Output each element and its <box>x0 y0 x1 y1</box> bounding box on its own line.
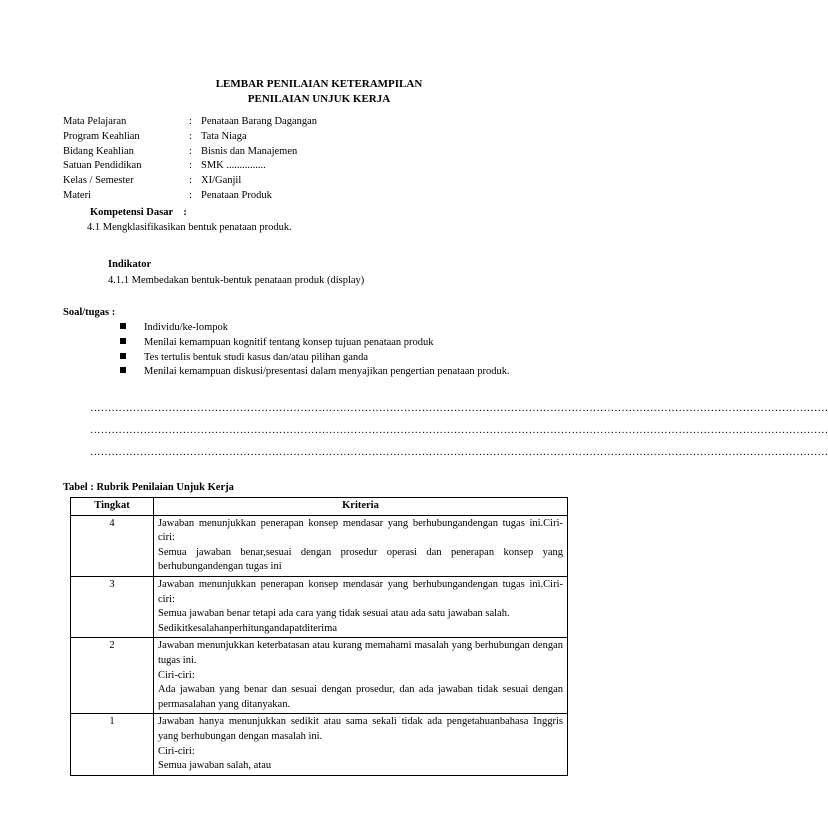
info-label: Program Keahlian <box>63 130 140 142</box>
bullet-icon <box>120 367 126 373</box>
criteria-line: Semua jawaban benar tetapi ada cara yang tidak sesuai atau ada satu jawaban salah. <box>158 608 510 620</box>
criteria-line: Ciri-ciri: <box>158 745 195 757</box>
info-separator: : <box>189 145 192 157</box>
kd-heading: Kompetensi Dasar : <box>90 207 187 218</box>
criteria-line: Jawaban menunjukkan penerapan konsep mendasar yang berhubungandengan tugas ini.Ciri-ciri: <box>158 517 563 544</box>
bullet-icon <box>120 323 126 329</box>
criteria-line: Jawaban hanya menunjukkan sedikit atau sama sekali tidak ada pengetahuanbahasa Inggris yang berhubungan dengan masalah ini. <box>158 716 563 742</box>
answer-line: ……………………………………………………………………………………………………………………………………………………………………………………… <box>90 403 828 414</box>
info-separator: : <box>189 130 192 142</box>
level-cell: 4 <box>71 515 154 576</box>
info-row-subject <box>63 115 317 130</box>
info-value: Tata Niaga <box>201 130 247 142</box>
info-label: Bidang Keahlian <box>63 145 134 157</box>
table-caption: Tabel : Rubrik Penilaian Unjuk Kerja <box>63 482 234 493</box>
table-row <box>71 576 568 637</box>
info-separator: : <box>189 116 192 127</box>
info-value: Penataan Produk <box>201 189 272 201</box>
info-separator: : <box>189 160 192 172</box>
soal-list <box>120 321 510 380</box>
level-cell: 3 <box>71 576 154 637</box>
list-item <box>120 321 510 336</box>
list-item <box>120 336 510 351</box>
info-value: Penataan Barang Dagangan <box>201 116 318 127</box>
indikator-text: 4.1.1 Membedakan bentuk-bentuk penataan produk (display) <box>108 275 365 286</box>
criteria-cell <box>154 638 568 714</box>
criteria-cell <box>154 576 568 637</box>
list-item <box>120 365 510 380</box>
list-item <box>120 351 510 366</box>
list-item-text: Menilai kemampuan diskusi/presentasi dalam menyajikan pengertian penataan produk. <box>144 366 510 378</box>
info-label: Kelas / Semester <box>63 175 134 187</box>
criteria-line: Semua jawaban salah, atau <box>158 760 272 772</box>
info-row-school <box>63 159 317 174</box>
answer-line: ……………………………………………………………………………………………………………………………………………………………………………………… <box>90 425 828 436</box>
criteria-line: Ada jawaban yang benar dan sesuai dengan prosedur, dan ada jawaban tidak sesuai dengan permasalahan yang ditanyakan. <box>158 684 563 710</box>
info-separator: : <box>189 175 192 187</box>
kd-text: 4.1 Mengklasifikasikan bentuk penataan produk. <box>87 222 292 233</box>
identity-block <box>63 115 317 204</box>
criteria-line: Jawaban menunjukkan penerapan konsep mendasar yang berhubungandengan tugas ini.Ciri-ciri: <box>158 578 563 605</box>
info-value: Bisnis dan Manajemen <box>201 145 298 157</box>
table-row <box>71 515 568 576</box>
indikator-heading: Indikator <box>108 259 152 270</box>
level-cell: 1 <box>71 714 154 775</box>
info-value: SMK ............... <box>201 160 266 172</box>
list-item-text: Tes tertulis bentuk studi kasus dan/atau pilihan ganda <box>144 351 369 363</box>
info-row-class <box>63 174 317 189</box>
level-cell: 2 <box>71 638 154 714</box>
info-row-field <box>63 145 317 160</box>
soal-heading: Soal/tugas : <box>63 307 116 318</box>
info-row-material <box>63 189 317 204</box>
criteria-cell <box>154 714 568 775</box>
info-label: Materi <box>63 189 91 201</box>
table-row <box>71 714 568 775</box>
criteria-cell <box>154 515 568 576</box>
list-item-text: Menilai kemampuan kognitif tentang konsep tujuan penataan produk <box>144 336 434 348</box>
header-level: Tingkat <box>71 498 154 516</box>
info-label: Satuan Pendidikan <box>63 160 142 172</box>
info-separator: : <box>189 189 192 201</box>
rubric-table <box>70 497 568 776</box>
info-value: XI/Ganjil <box>201 175 242 187</box>
answer-line: ……………………………………………………………………………………………………………………………………………………………………………………… <box>90 447 828 458</box>
criteria-line: Sedikitkesalahanperhitungandapatditerima <box>158 622 338 634</box>
bullet-icon <box>120 338 126 344</box>
criteria-line: Ciri-ciri: <box>158 669 195 681</box>
document-subtitle: PENILAIAN UNJUK KERJA <box>247 93 391 105</box>
header-criteria: Kriteria <box>154 498 568 516</box>
bullet-icon <box>120 353 126 359</box>
info-label: Mata Pelajaran <box>63 116 127 127</box>
info-row-program <box>63 130 317 145</box>
table-header-row <box>71 498 568 516</box>
criteria-line: Jawaban menunjukkan keterbatasan atau kurang memahami masalah yang berhubungan dengan tugas ini. <box>158 640 563 666</box>
list-item-text: Individu/ke-lompok <box>144 322 228 333</box>
document-title: LEMBAR PENILAIAN KETERAMPILAN <box>215 78 423 90</box>
criteria-line: Semua jawaban benar,sesuai dengan prosedur operasi dan penerapan konsep yang berhubungandengan tugas ini <box>158 546 563 573</box>
table-row <box>71 638 568 714</box>
